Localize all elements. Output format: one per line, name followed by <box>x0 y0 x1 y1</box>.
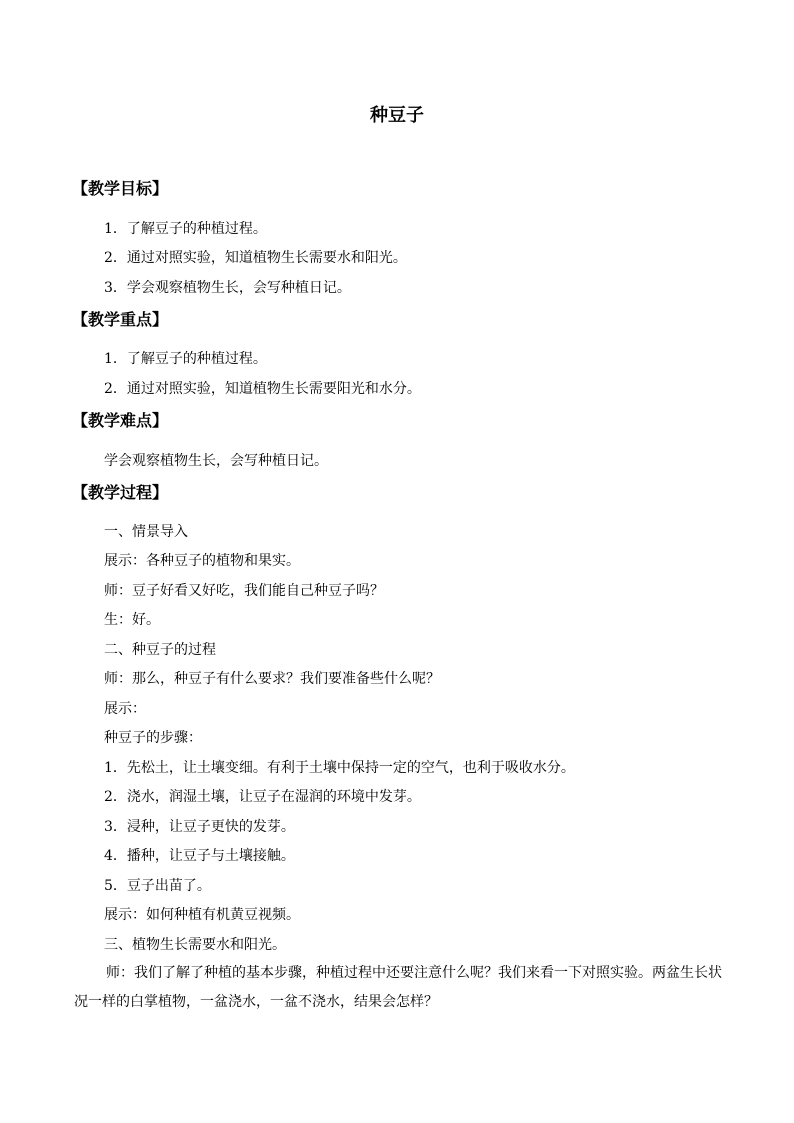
process-line: 5．豆子出苗了。 <box>104 878 211 894</box>
process-line: 2．浇水，润湿土壤，让豆子在湿润的环境中发芽。 <box>104 789 421 805</box>
process-line: 二、种豆子的过程 <box>104 642 216 658</box>
process-line: 4．播种，让豆子与土壤接触。 <box>104 848 295 864</box>
goal-item-1: 1．了解豆子的种植过程。 <box>104 221 267 237</box>
goal-item-3: 3．学会观察植物生长，会写种植日记。 <box>104 280 351 296</box>
process-line: 展示： <box>104 701 146 717</box>
process-line: 师：豆子好看又好吃，我们能自己种豆子吗？ <box>104 583 384 599</box>
process-line: 师：那么，种豆子有什么要求？我们要准备些什么呢？ <box>104 671 440 687</box>
process-paragraph: 师：我们了解了种植的基本步骤，种植过程中还要注意什么呢？我们来看一下对照实验。两盆生长状况一样的白掌植物，一盆浇水，一盆不浇水，结果会怎样？ <box>74 965 722 1010</box>
process-line: 一、情景导入 <box>104 524 188 540</box>
process-line: 生：好。 <box>104 612 160 628</box>
process-line: 三、植物生长需要水和阳光。 <box>104 937 286 953</box>
process-line: 展示：各种豆子的植物和果实。 <box>104 553 300 569</box>
document-title: 种豆子 <box>370 105 424 126</box>
process-line: 种豆子的步骤： <box>104 730 202 746</box>
section-heading-difficulties: 【教学难点】 <box>72 411 169 430</box>
process-line: 3．浸种，让豆子更快的发芽。 <box>104 819 295 835</box>
goal-item-2: 2．通过对照实验，知道植物生长需要水和阳光。 <box>104 250 407 266</box>
difficulty-text: 学会观察植物生长，会写种植日记。 <box>104 453 328 469</box>
key-point-item-2: 2．通过对照实验，知道植物生长需要阳光和水分。 <box>104 381 421 397</box>
process-line: 1．先松土，让土壤变细。有利于土壤中保持一定的空气，也利于吸收水分。 <box>104 760 575 776</box>
section-heading-goals: 【教学目标】 <box>72 179 169 198</box>
process-line: 展示：如何种植有机黄豆视频。 <box>104 907 300 923</box>
key-point-item-1: 1．了解豆子的种植过程。 <box>104 351 267 367</box>
section-heading-process: 【教学过程】 <box>72 483 169 502</box>
section-heading-key-points: 【教学重点】 <box>72 310 169 329</box>
